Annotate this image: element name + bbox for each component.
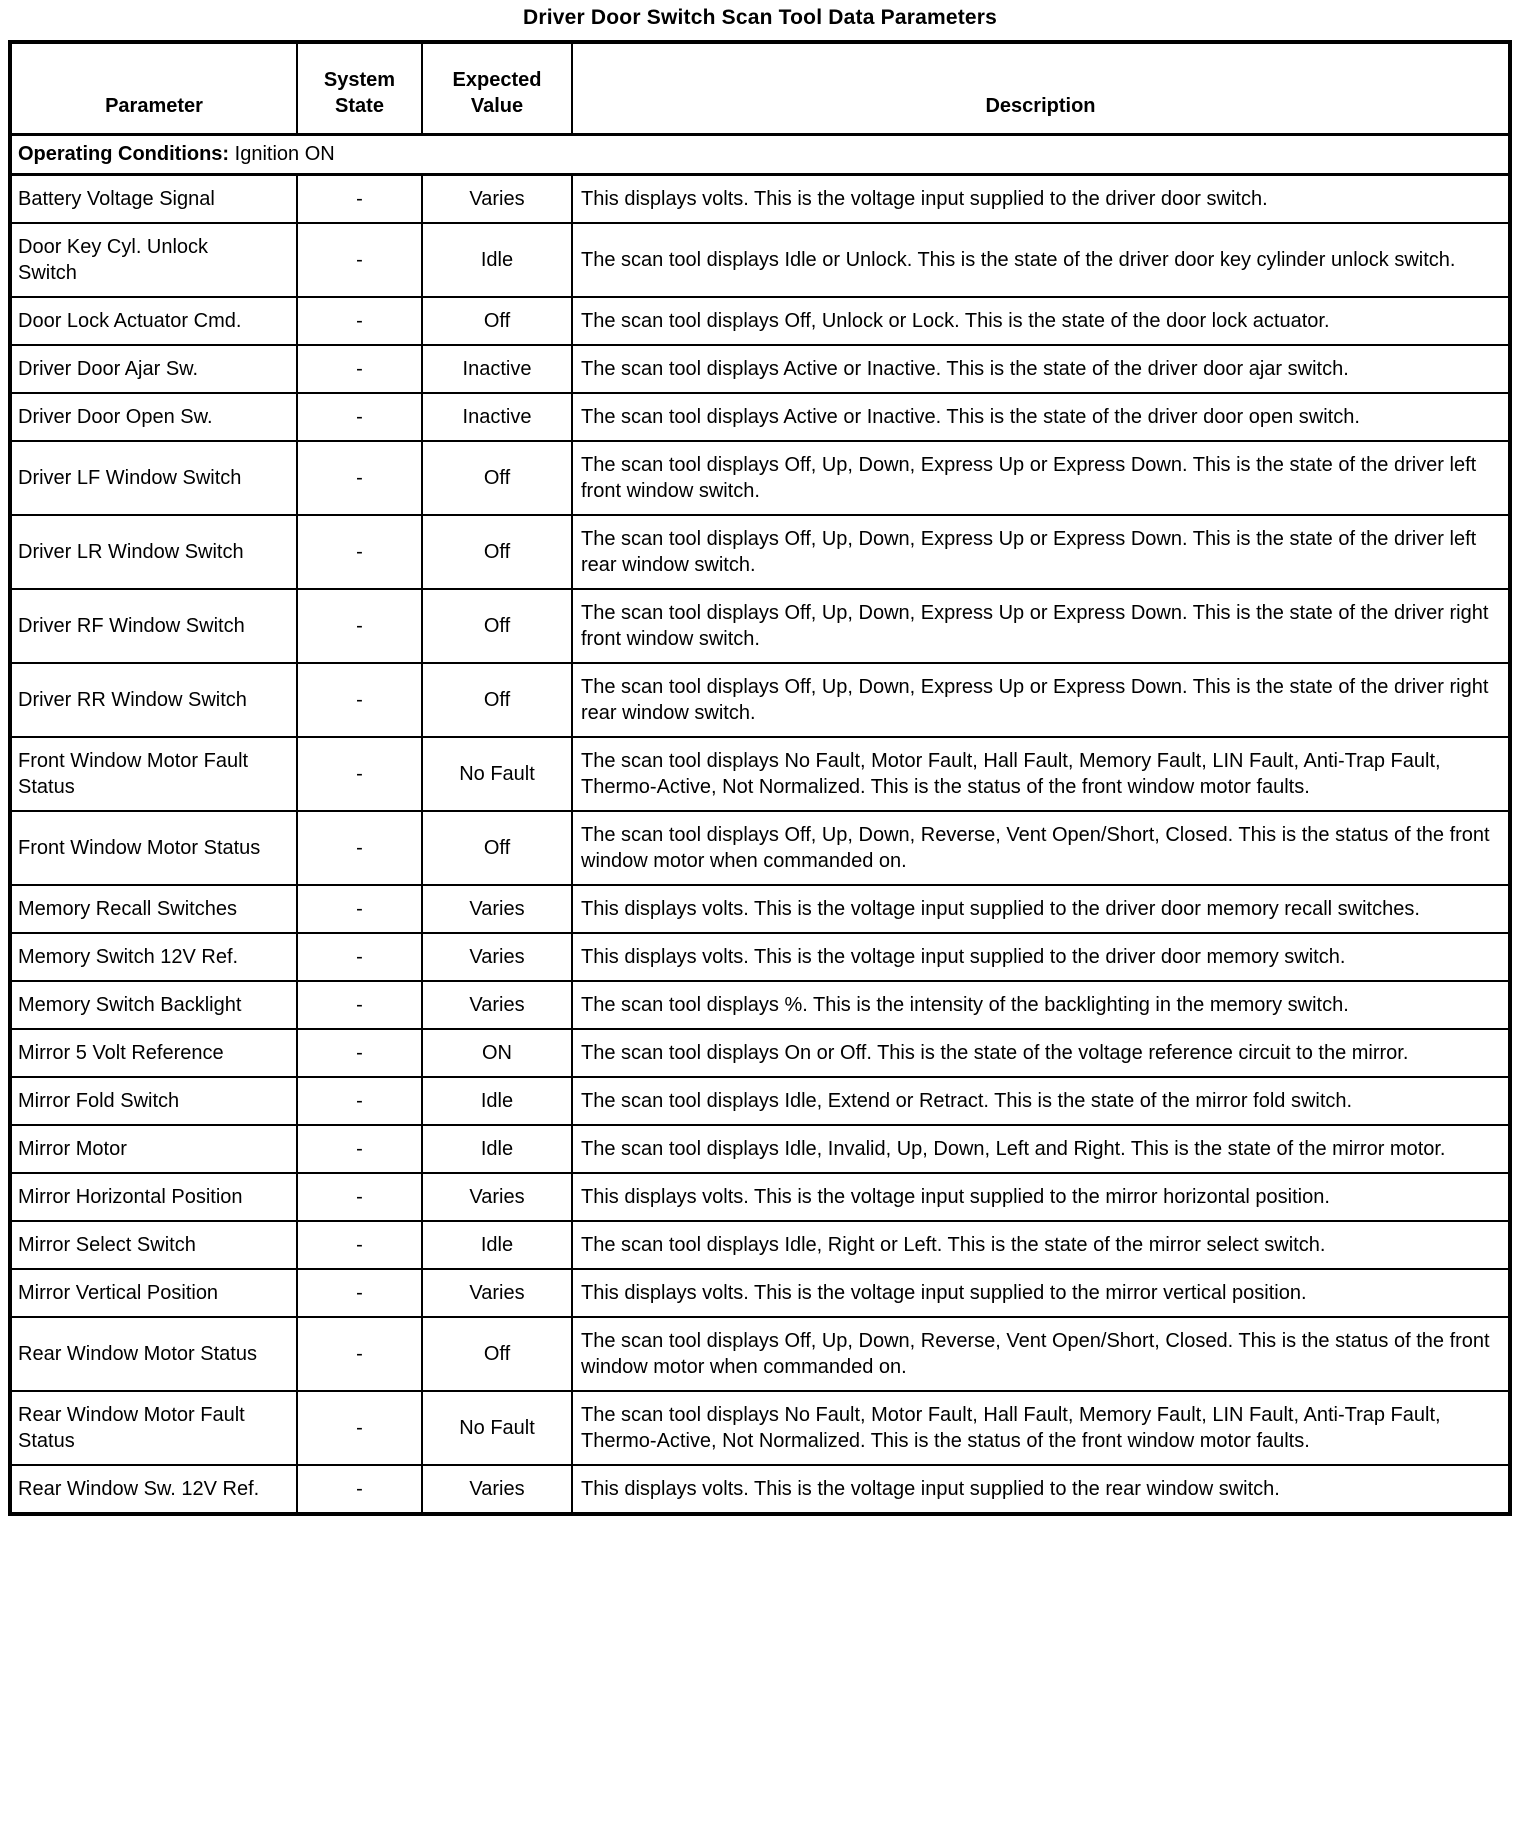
operating-conditions-cell [10, 134, 1510, 174]
table-row [10, 1391, 1510, 1465]
expected-value-cell: Varies [422, 1465, 572, 1514]
table-row [10, 663, 1510, 737]
description-cell: The scan tool displays On or Off. This is the state of the voltage reference circuit to the mirror. [572, 1029, 1510, 1077]
expected-value-cell: Idle [422, 1221, 572, 1269]
parameter-cell: Mirror Vertical Position [10, 1269, 297, 1317]
parameter-cell: Mirror Select Switch [10, 1221, 297, 1269]
description-cell: This displays volts. This is the voltage input supplied to the mirror vertical position. [572, 1269, 1510, 1317]
parameter-cell: Memory Switch Backlight [10, 981, 297, 1029]
table-row [10, 393, 1510, 441]
expected-value-cell: Idle [422, 223, 572, 297]
system-state-cell: - [297, 174, 422, 223]
expected-value-cell: Off [422, 663, 572, 737]
parameter-cell: Driver LR Window Switch [10, 515, 297, 589]
description-cell: The scan tool displays Idle, Right or Left. This is the state of the mirror select switch. [572, 1221, 1510, 1269]
table-row [10, 223, 1510, 297]
system-state-cell: - [297, 1029, 422, 1077]
header-row [10, 42, 1510, 134]
table-row [10, 1029, 1510, 1077]
system-state-cell: - [297, 1317, 422, 1391]
expected-value-cell: Inactive [422, 393, 572, 441]
parameter-cell: Door Key Cyl. Unlock Switch [10, 223, 297, 297]
table-row [10, 933, 1510, 981]
system-state-cell: - [297, 737, 422, 811]
description-cell: The scan tool displays Active or Inactive. This is the state of the driver door open switch. [572, 393, 1510, 441]
table-row [10, 1125, 1510, 1173]
expected-value-cell: ON [422, 1029, 572, 1077]
system-state-cell: - [297, 297, 422, 345]
table-row [10, 1317, 1510, 1391]
description-cell: The scan tool displays Off, Up, Down, Express Up or Express Down. This is the state of the driver left rear window switch. [572, 515, 1510, 589]
col-header-description: Description [572, 42, 1510, 134]
system-state-cell: - [297, 1391, 422, 1465]
parameter-cell: Memory Switch 12V Ref. [10, 933, 297, 981]
expected-value-cell: Varies [422, 981, 572, 1029]
system-state-cell: - [297, 345, 422, 393]
expected-value-cell: Off [422, 589, 572, 663]
parameter-cell: Rear Window Motor Fault Status [10, 1391, 297, 1465]
system-state-cell: - [297, 1173, 422, 1221]
parameter-cell: Driver Door Ajar Sw. [10, 345, 297, 393]
description-cell: The scan tool displays Active or Inactive. This is the state of the driver door ajar switch. [572, 345, 1510, 393]
expected-value-cell: Varies [422, 885, 572, 933]
parameter-cell: Front Window Motor Fault Status [10, 737, 297, 811]
description-cell: This displays volts. This is the voltage input supplied to the driver door memory recall switches. [572, 885, 1510, 933]
parameter-cell: Driver RR Window Switch [10, 663, 297, 737]
parameter-cell: Driver RF Window Switch [10, 589, 297, 663]
operating-conditions-row [10, 134, 1510, 174]
table-header [10, 42, 1510, 134]
system-state-cell: - [297, 885, 422, 933]
parameter-cell: Driver Door Open Sw. [10, 393, 297, 441]
expected-value-cell: Inactive [422, 345, 572, 393]
expected-value-cell: Off [422, 297, 572, 345]
col-header-system-state: System State [297, 42, 422, 134]
table-row [10, 1077, 1510, 1125]
description-cell: The scan tool displays Off, Unlock or Lock. This is the state of the door lock actuator. [572, 297, 1510, 345]
system-state-cell: - [297, 1269, 422, 1317]
expected-value-cell: Idle [422, 1125, 572, 1173]
system-state-cell: - [297, 933, 422, 981]
parameter-cell: Mirror Horizontal Position [10, 1173, 297, 1221]
parameter-cell: Front Window Motor Status [10, 811, 297, 885]
table-row [10, 345, 1510, 393]
expected-value-cell: Varies [422, 933, 572, 981]
table-row [10, 589, 1510, 663]
col-header-parameter: Parameter [10, 42, 297, 134]
system-state-cell: - [297, 441, 422, 515]
operating-conditions-value: Ignition ON [234, 142, 335, 165]
table-row [10, 811, 1510, 885]
col-header-expected-value: Expected Value [422, 42, 572, 134]
description-cell: The scan tool displays Off, Up, Down, Express Up or Express Down. This is the state of the driver right rear window switch. [572, 663, 1510, 737]
table-body [10, 134, 1510, 1514]
table-row [10, 174, 1510, 223]
description-cell: The scan tool displays Off, Up, Down, Reverse, Vent Open/Short, Closed. This is the status of the front window motor when commanded on. [572, 1317, 1510, 1391]
expected-value-cell: Off [422, 811, 572, 885]
system-state-cell: - [297, 981, 422, 1029]
scan-tool-data-table [8, 40, 1512, 1516]
description-cell: The scan tool displays Off, Up, Down, Reverse, Vent Open/Short, Closed. This is the status of the front window motor when commanded on. [572, 811, 1510, 885]
table-row [10, 885, 1510, 933]
system-state-cell: - [297, 1221, 422, 1269]
parameter-cell: Battery Voltage Signal [10, 174, 297, 223]
parameter-cell: Door Lock Actuator Cmd. [10, 297, 297, 345]
system-state-cell: - [297, 811, 422, 885]
expected-value-cell: Varies [422, 174, 572, 223]
system-state-cell: - [297, 1465, 422, 1514]
expected-value-cell: Off [422, 1317, 572, 1391]
page-title: Driver Door Switch Scan Tool Data Parameters [522, 6, 998, 29]
description-cell: The scan tool displays Off, Up, Down, Express Up or Express Down. This is the state of the driver right front window switch. [572, 589, 1510, 663]
expected-value-cell: Off [422, 515, 572, 589]
system-state-cell: - [297, 589, 422, 663]
parameter-cell: Memory Recall Switches [10, 885, 297, 933]
description-cell: This displays volts. This is the voltage input supplied to the driver door memory switch. [572, 933, 1510, 981]
description-cell: The scan tool displays Idle, Invalid, Up, Down, Left and Right. This is the state of the mirror motor. [572, 1125, 1510, 1173]
description-cell: The scan tool displays No Fault, Motor Fault, Hall Fault, Memory Fault, LIN Fault, Anti-Trap Fault, Thermo-Active, Not Normalized. This is the status of the front window motor faults. [572, 737, 1510, 811]
operating-conditions-label: Operating Conditions: [18, 142, 230, 165]
expected-value-cell: No Fault [422, 737, 572, 811]
table-row [10, 1221, 1510, 1269]
system-state-cell: - [297, 1077, 422, 1125]
table-row [10, 297, 1510, 345]
parameter-cell: Mirror 5 Volt Reference [10, 1029, 297, 1077]
table-row [10, 515, 1510, 589]
parameter-cell: Mirror Fold Switch [10, 1077, 297, 1125]
system-state-cell: - [297, 393, 422, 441]
description-cell: The scan tool displays No Fault, Motor Fault, Hall Fault, Memory Fault, LIN Fault, Anti-Trap Fault, Thermo-Active, Not Normalized. This is the status of the front window motor faults. [572, 1391, 1510, 1465]
parameter-cell: Mirror Motor [10, 1125, 297, 1173]
system-state-cell: - [297, 663, 422, 737]
description-cell: This displays volts. This is the voltage input supplied to the driver door switch. [572, 174, 1510, 223]
parameter-cell: Driver LF Window Switch [10, 441, 297, 515]
parameter-cell: Rear Window Sw. 12V Ref. [10, 1465, 297, 1514]
table-row [10, 1465, 1510, 1514]
description-cell: This displays volts. This is the voltage input supplied to the rear window switch. [572, 1465, 1510, 1514]
parameter-cell: Rear Window Motor Status [10, 1317, 297, 1391]
description-cell: This displays volts. This is the voltage input supplied to the mirror horizontal position. [572, 1173, 1510, 1221]
description-cell: The scan tool displays Idle, Extend or Retract. This is the state of the mirror fold switch. [572, 1077, 1510, 1125]
system-state-cell: - [297, 223, 422, 297]
expected-value-cell: Off [422, 441, 572, 515]
table-row [10, 737, 1510, 811]
expected-value-cell: Varies [422, 1269, 572, 1317]
description-cell: The scan tool displays %. This is the intensity of the backlighting in the memory switch. [572, 981, 1510, 1029]
system-state-cell: - [297, 1125, 422, 1173]
table-row [10, 1269, 1510, 1317]
expected-value-cell: Varies [422, 1173, 572, 1221]
expected-value-cell: Idle [422, 1077, 572, 1125]
description-cell: The scan tool displays Idle or Unlock. This is the state of the driver door key cylinder unlock switch. [572, 223, 1510, 297]
table-row [10, 441, 1510, 515]
system-state-cell: - [297, 515, 422, 589]
description-cell: The scan tool displays Off, Up, Down, Express Up or Express Down. This is the state of the driver left front window switch. [572, 441, 1510, 515]
table-row [10, 1173, 1510, 1221]
table-row [10, 981, 1510, 1029]
expected-value-cell: No Fault [422, 1391, 572, 1465]
